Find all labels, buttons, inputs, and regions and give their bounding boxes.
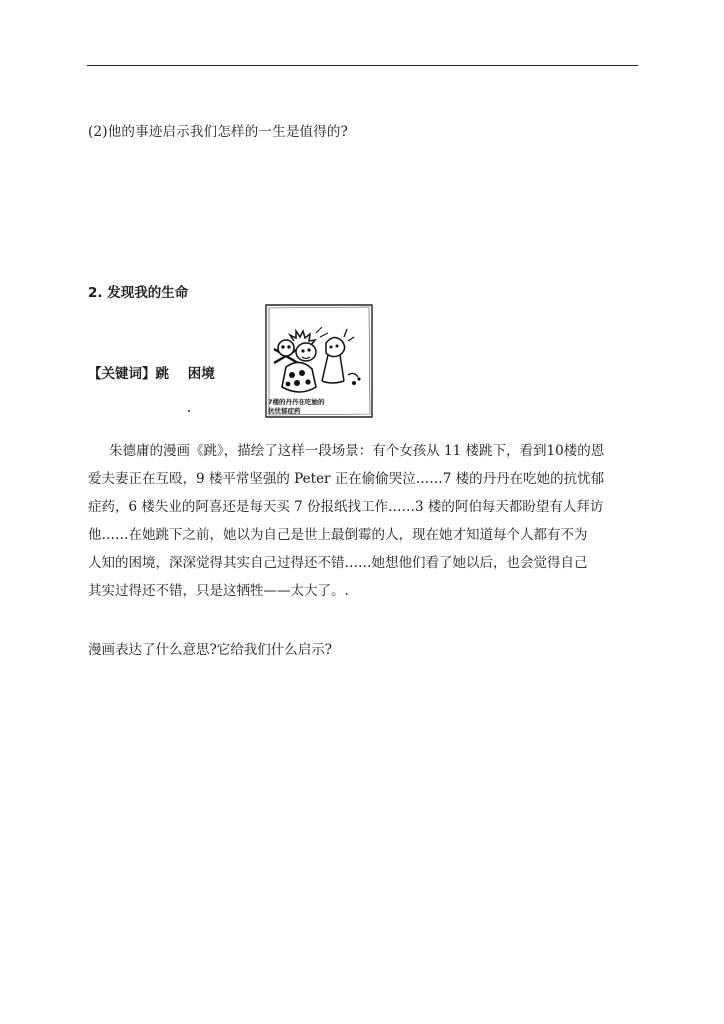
paragraph-line: 他……在她跳下之前，她以为自己是世上最倒霉的人，现在她才知道每个人都有不为: [88, 527, 588, 543]
comic-caption-line: 抗忧郁症药: [268, 406, 301, 415]
comic-caption: [268, 398, 374, 415]
paragraph-line: 症药，6 楼失业的阿喜还是每天买 7 份报纸找工作……3 楼的阿伯每天都盼望有人拜访: [88, 499, 604, 515]
stray-dot: [188, 410, 190, 412]
section-heading: 2. 发现我的生命: [88, 285, 189, 301]
keywords-label: 【关键词】跳 困境: [88, 366, 215, 382]
header-rule: [87, 65, 638, 66]
paragraph-line: 人知的困境，深深觉得其实自己过得还不错……她想他们看了她以后，也会觉得自己: [88, 555, 588, 571]
question-text: (2)他的事迹启示我们怎样的一生是值得的?: [88, 124, 349, 140]
story-paragraph: [88, 437, 644, 605]
prompt-question: 漫画表达了什么意思?它给我们什么启示?: [88, 642, 332, 658]
paragraph-line: 朱德庸的漫画《跳》，描绘了这样一段场景：有个女孩从 11 楼跳下，看到10楼的恩: [109, 443, 605, 459]
paragraph-line: 其实过得还不错，只是这牺牲——太大了。.: [88, 583, 349, 599]
paragraph-line: 爱夫妻正在互殴，9 楼平常坚强的 Peter 正在偷偷哭泣……7 楼的丹丹在吃她的抗忧郁: [88, 471, 605, 487]
comic-caption-line: 7楼的丹丹在吃她的: [268, 398, 325, 406]
